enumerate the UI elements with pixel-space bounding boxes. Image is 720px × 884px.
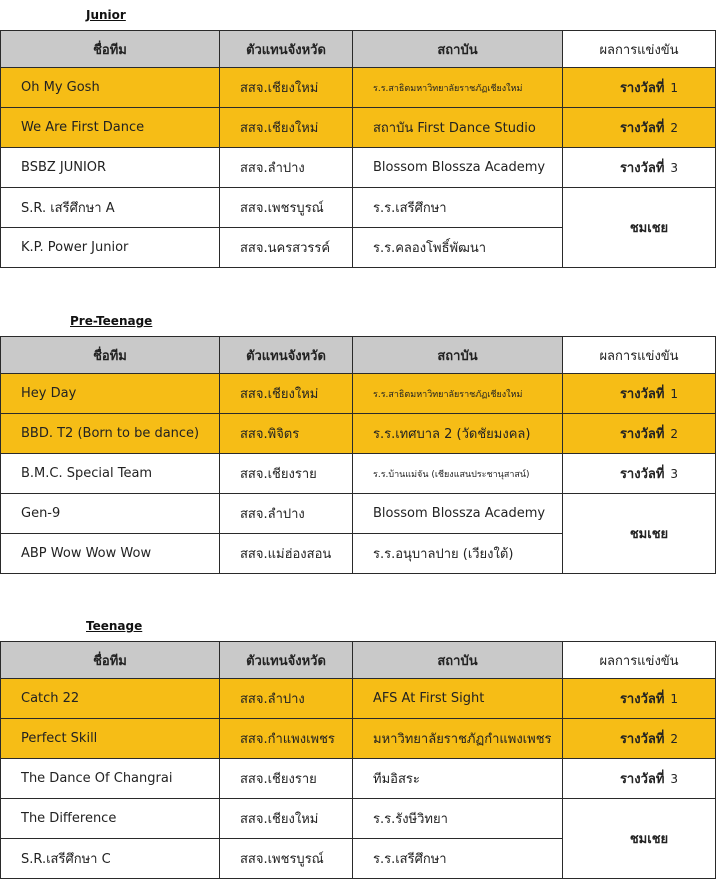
header-result: ผลการแข่งขัน: [563, 642, 716, 679]
province: สสจ.ลำปาง: [220, 494, 353, 534]
institution: ร.ร.เสรีศึกษา: [353, 188, 563, 228]
award-cell: [563, 148, 716, 188]
award-label: รางวัลที่: [619, 81, 665, 96]
honorable-mention-cell: ชมเชย: [563, 494, 716, 574]
award-number: 3: [670, 161, 679, 175]
institution: ร.ร.เทศบาล 2 (วัดชัยมงคล): [353, 414, 563, 454]
table-row: [1, 679, 716, 719]
award-number: 2: [670, 427, 679, 441]
award-label: รางวัลที่: [619, 467, 665, 482]
province: สสจ.เชียงใหม่: [220, 374, 353, 414]
award-label: รางวัลที่: [619, 427, 665, 442]
institution: ทีมอิสระ: [353, 759, 563, 799]
header-institution: สถาบัน: [353, 31, 563, 68]
header-result: ผลการแข่งขัน: [563, 31, 716, 68]
award-label: รางวัลที่: [619, 121, 665, 136]
table-row: [1, 759, 716, 799]
institution: ร.ร.เสรีศึกษา: [353, 839, 563, 879]
province: สสจ.เชียงราย: [220, 454, 353, 494]
section-teenage: [0, 619, 720, 879]
honorable-mention-cell: ชมเชย: [563, 188, 716, 268]
award-cell: [563, 454, 716, 494]
province: สสจ.กำแพงเพชร: [220, 719, 353, 759]
province: สสจ.พิจิตร: [220, 414, 353, 454]
team-name: The Difference: [1, 799, 220, 839]
team-name: B.M.C. Special Team: [1, 454, 220, 494]
team-name: The Dance Of Changrai: [1, 759, 220, 799]
header-province: ตัวแทนจังหวัด: [220, 642, 353, 679]
award-label: รางวัลที่: [619, 161, 665, 176]
table-row: [1, 799, 716, 839]
province: สสจ.เพชรบูรณ์: [220, 839, 353, 879]
team-name: BSBZ JUNIOR: [1, 148, 220, 188]
province: สสจ.เชียงใหม่: [220, 799, 353, 839]
team-name: Catch 22: [1, 679, 220, 719]
award-number: 3: [670, 467, 679, 481]
team-name: Gen-9: [1, 494, 220, 534]
results-table: [0, 30, 716, 268]
award-cell: [563, 679, 716, 719]
section-title: Teenage: [86, 619, 143, 633]
award-cell: [563, 414, 716, 454]
table-row: [1, 68, 716, 108]
institution: Blossom Blossza Academy: [353, 148, 563, 188]
header-team: ชื่อทีม: [1, 337, 220, 374]
team-name: Perfect Skill: [1, 719, 220, 759]
award-label: รางวัลที่: [619, 732, 665, 747]
award-number: 1: [670, 692, 679, 706]
section-title: Pre-Teenage: [70, 314, 153, 328]
province: สสจ.นครสวรรค์: [220, 228, 353, 268]
team-name: S.R. เสรีศึกษา A: [1, 188, 220, 228]
table-row: [1, 188, 716, 228]
results-table: [0, 336, 716, 574]
award-cell: [563, 68, 716, 108]
award-label: รางวัลที่: [619, 387, 665, 402]
award-number: 3: [670, 772, 679, 786]
province: สสจ.ลำปาง: [220, 679, 353, 719]
team-name: ABP Wow Wow Wow: [1, 534, 220, 574]
institution: มหาวิทยาลัยราชภัฏกำแพงเพชร: [353, 719, 563, 759]
table-header-row: [1, 31, 716, 68]
institution: Blossom Blossza Academy: [353, 494, 563, 534]
institution: ร.ร.สาธิตมหาวิทยาลัยราชภัฏเชียงใหม่: [353, 68, 563, 108]
table-row: [1, 454, 716, 494]
table-row: [1, 374, 716, 414]
team-name: We Are First Dance: [1, 108, 220, 148]
institution: ร.ร.บ้านแม่จัน (เชียงแสนประชานุสาสน์): [353, 454, 563, 494]
province: สสจ.เชียงราย: [220, 759, 353, 799]
table-header-row: [1, 642, 716, 679]
table-row: [1, 414, 716, 454]
award-cell: [563, 719, 716, 759]
section-pre-teenage: [0, 314, 720, 574]
institution: AFS At First Sight: [353, 679, 563, 719]
header-institution: สถาบัน: [353, 337, 563, 374]
award-cell: [563, 759, 716, 799]
table-row: [1, 719, 716, 759]
team-name: Oh My Gosh: [1, 68, 220, 108]
institution: สถาบัน First Dance Studio: [353, 108, 563, 148]
team-name: K.P. Power Junior: [1, 228, 220, 268]
award-number: 1: [670, 387, 679, 401]
award-cell: [563, 374, 716, 414]
province: สสจ.เชียงใหม่: [220, 68, 353, 108]
award-label: รางวัลที่: [619, 772, 665, 787]
institution: ร.ร.อนุบาลปาย (เวียงใต้): [353, 534, 563, 574]
header-team: ชื่อทีม: [1, 642, 220, 679]
section-title: Junior: [86, 8, 126, 22]
results-table: [0, 641, 716, 879]
header-province: ตัวแทนจังหวัด: [220, 31, 353, 68]
award-label: รางวัลที่: [619, 692, 665, 707]
award-cell: [563, 108, 716, 148]
award-number: 2: [670, 732, 679, 746]
team-name: S.R.เสรีศึกษา C: [1, 839, 220, 879]
province: สสจ.แม่ฮ่องสอน: [220, 534, 353, 574]
table-row: [1, 108, 716, 148]
table-row: [1, 148, 716, 188]
header-team: ชื่อทีม: [1, 31, 220, 68]
team-name: Hey Day: [1, 374, 220, 414]
province: สสจ.เชียงใหม่: [220, 108, 353, 148]
header-province: ตัวแทนจังหวัด: [220, 337, 353, 374]
table-header-row: [1, 337, 716, 374]
institution: ร.ร.รังษีวิทยา: [353, 799, 563, 839]
team-name: BBD. T2 (Born to be dance): [1, 414, 220, 454]
award-number: 2: [670, 121, 679, 135]
province: สสจ.ลำปาง: [220, 148, 353, 188]
section-junior: [0, 8, 720, 268]
institution: ร.ร.คลองโพธิ์พัฒนา: [353, 228, 563, 268]
table-row: [1, 494, 716, 534]
institution: ร.ร.สาธิตมหาวิทยาลัยราชภัฏเชียงใหม่: [353, 374, 563, 414]
award-number: 1: [670, 81, 679, 95]
honorable-mention-cell: ชมเชย: [563, 799, 716, 879]
header-institution: สถาบัน: [353, 642, 563, 679]
province: สสจ.เพชรบูรณ์: [220, 188, 353, 228]
header-result: ผลการแข่งขัน: [563, 337, 716, 374]
